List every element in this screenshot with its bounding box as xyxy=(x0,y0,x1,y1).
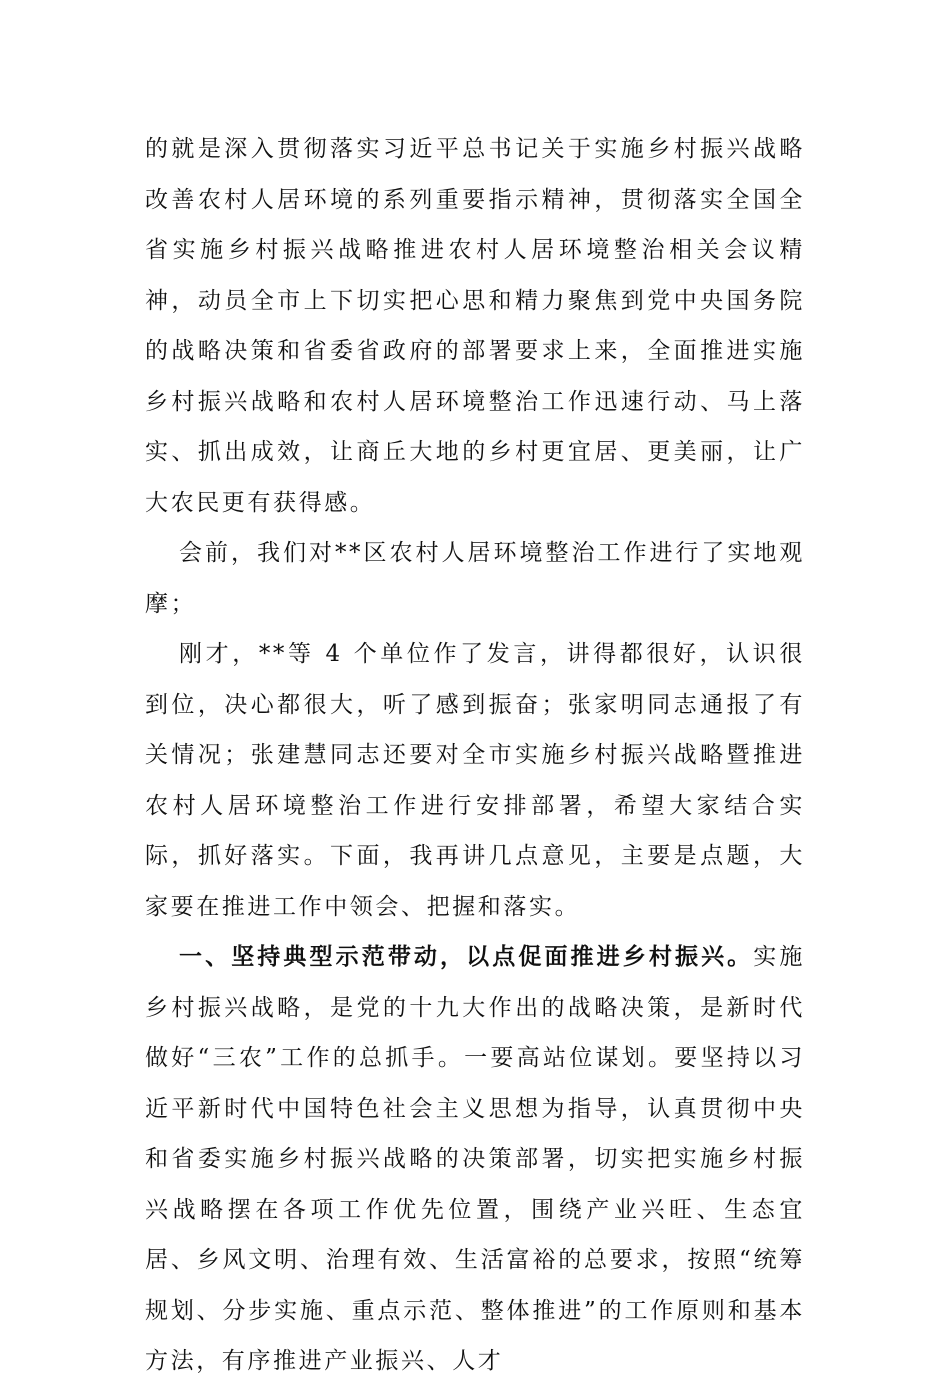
section-text: 实施乡村振兴战略，是党的十九大作出的战略决策，是新时代做好“三农”工作的总抓手。一要高站位谋划。要坚持以习近平新时代中国特色社会主义思想为指导，认真贯彻中央和省委实施乡村振兴战略的决策部署，切实把实施乡村振兴战略摆在各项工作优先位置，围绕产业兴旺、生态宜居、乡风文明、治理有效、生活富裕的总要求，按照“统筹规划、分步实施、重点示范、整体推进”的工作原则和基本方法，有序推进产业振兴、人才 xyxy=(145,944,806,1374)
paragraph-1: 的就是深入贯彻落实习近平总书记关于实施乡村振兴战略改善农村人居环境的系列重要指示精神，贯彻落实全国全省实施乡村振兴战略推进农村人居环境整治相关会议精神，动员全市上下切实把心思和精力聚焦到党中央国务院的战略决策和省委省政府的部署要求上来，全面推进实施乡村振兴战略和农村人居环境整治工作迅速行动、马上落实、抓出成效，让商丘大地的乡村更宜居、更美丽，让广大农民更有获得感。 xyxy=(145,136,805,516)
paragraph-2: 会前，我们对**区农村人居环境整治工作进行了实地观摩； xyxy=(145,540,805,617)
paragraph-3: 刚才，**等 4 个单位作了发言，讲得都很好，认识很到位，决心都很大，听了感到振奋；张家明同志通报了有关情况；张建慧同志还要对全市实施乡村振兴战略暨推进农村人居环境整治工作进行安排部署，希望大家结合实际，抓好落实。下面，我再讲几点意见，主要是点题，大家要在推进工作中领会、把握和落实。 xyxy=(145,641,805,920)
paragraph-4 xyxy=(145,932,805,1387)
document-body xyxy=(145,124,805,1387)
section-heading: 一、坚持典型示范带动，以点促面推进乡村振兴。 xyxy=(179,943,754,970)
